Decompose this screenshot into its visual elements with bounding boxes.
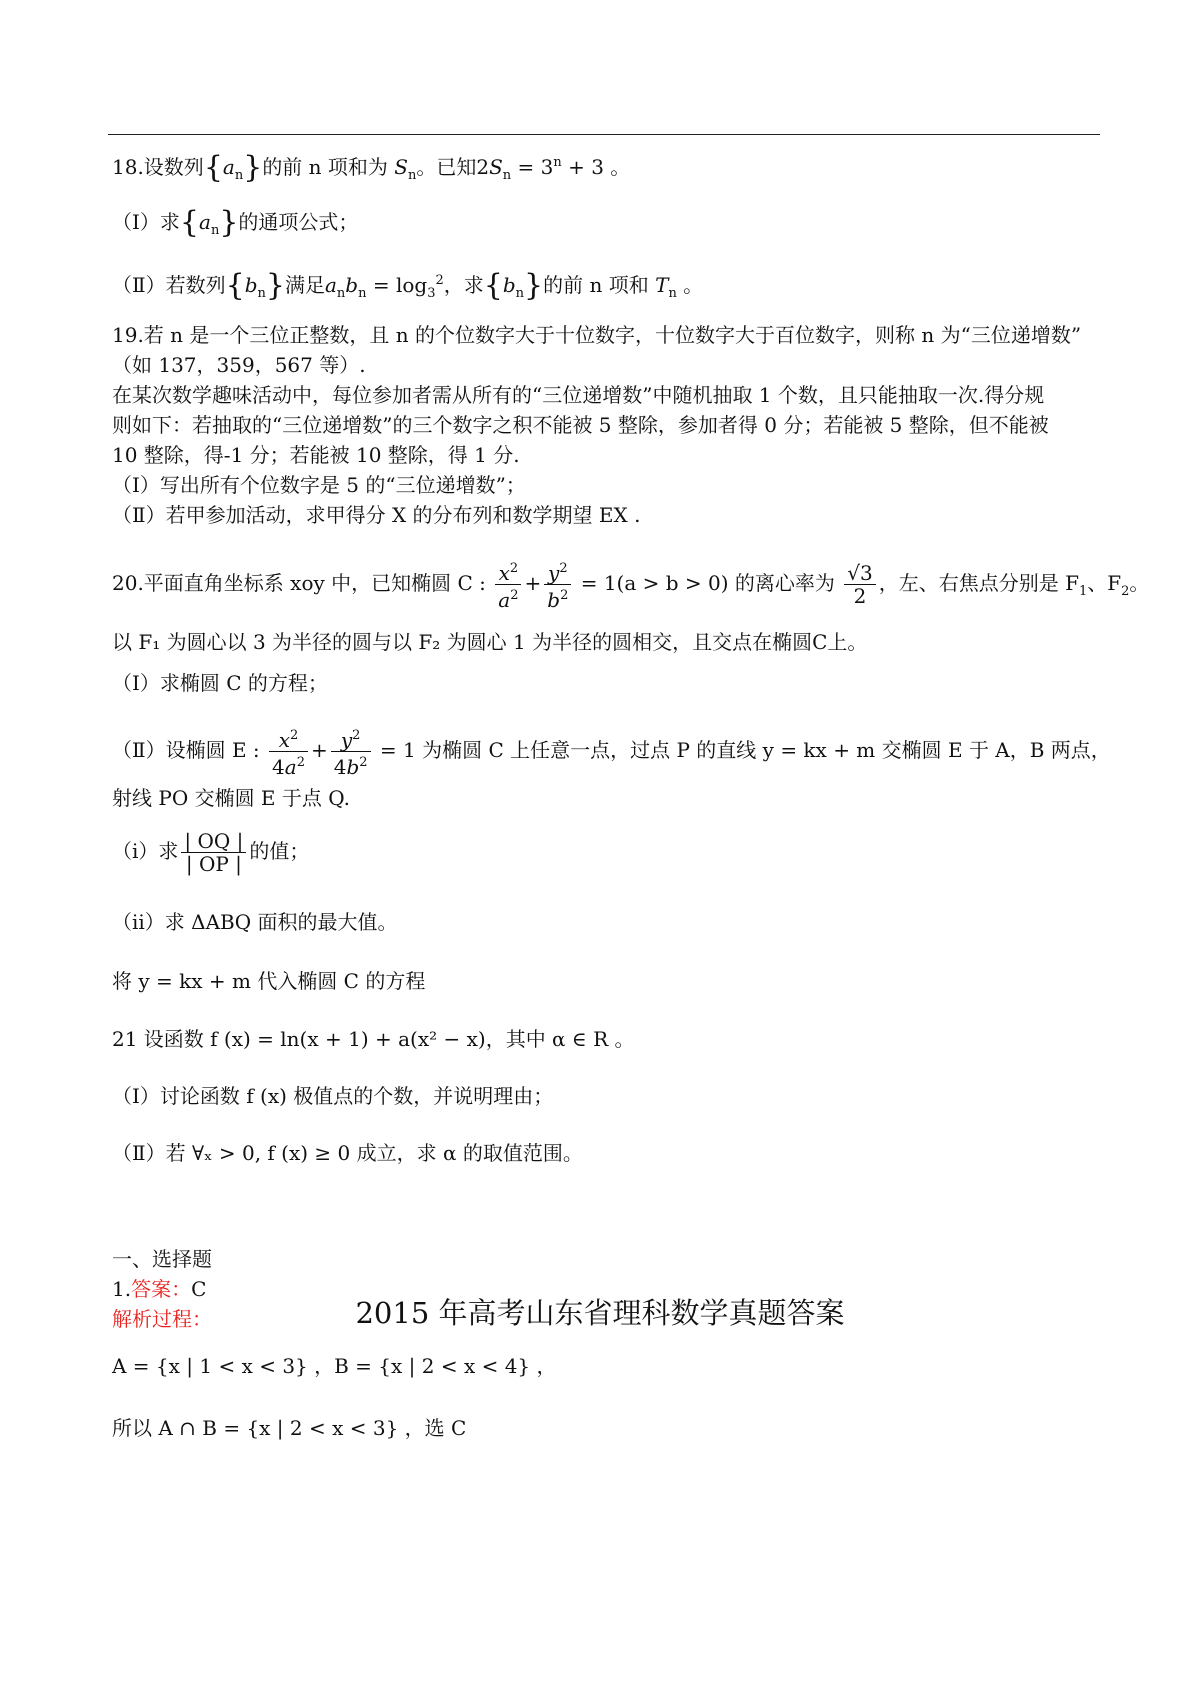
- fraction-sqrt3-2: $\frac{√3}{2}$: [844, 562, 875, 607]
- answer-label: 答案：: [131, 1277, 192, 1301]
- q20-sub1: （i）求 $\frac{| OQ |}{| OP |}$ 的值；: [112, 829, 310, 876]
- fraction-oq-op: $\frac{| OQ |}{| OP |}$: [181, 830, 246, 875]
- q21-stem: 21 设函数 f (x) = ln(x + 1) + a(x² − x)，其中 α ∈ R 。: [112, 1027, 635, 1051]
- fraction-x2-a2: $\frac{x^2}{a^2}$: [495, 558, 521, 611]
- q20-sub2: （ii）求 ΔABQ 面积的最大值。: [112, 910, 398, 934]
- q19-part1: （Ⅰ）写出所有个位数字是 5 的“三位递增数”；: [112, 473, 526, 497]
- q20-note: 将 y = kx + m 代入椭圆 C 的方程: [112, 969, 426, 993]
- q19-line5: 10 整除，得-1 分；若能被 10 整除，得 1 分.: [112, 443, 520, 467]
- q20-part2: （Ⅱ）设椭圆 E : $\frac{x^2}{4a^2}$ + $\frac{y^2}{4b^2}$ = 1 为椭圆 C 上任意一点，过点 P 的直线 y = kx + m 交椭圆 E 于 A，B 两点，: [112, 725, 1111, 778]
- process-label: 解析过程：: [112, 1307, 212, 1331]
- fraction-y2-b2: $\frac{y^2}{b^2}$: [544, 558, 571, 611]
- header-rule: [108, 134, 1100, 135]
- set-definitions: A = {x | 1 < x < 3} ，B = {x | 2 < x < 4} ，: [112, 1354, 557, 1378]
- intersection-result: 所以 A ∩ B = {x | 2 < x < 3} ，选 C: [112, 1416, 467, 1440]
- q21-part2: （Ⅱ）若 ∀ₓ > 0, f (x) ≥ 0 成立，求 α 的取值范围。: [112, 1141, 583, 1165]
- fraction-x2-4a2: $\frac{x^2}{4a^2}$: [269, 725, 308, 778]
- q19-line2: （如 137，359，567 等）.: [112, 353, 366, 377]
- q19-part2: （Ⅱ）若甲参加活动，求甲得分 X 的分布列和数学期望 EX .: [112, 503, 641, 527]
- fraction-y2-4b2: $\frac{y^2}{4b^2}$: [331, 725, 371, 778]
- q20-line2: 以 F₁ 为圆心以 3 为半径的圆与以 F₂ 为圆心 1 为半径的圆相交，且交点在椭圆C上。: [112, 630, 868, 654]
- q20-line5: 射线 PO 交椭圆 E 于点 Q.: [112, 786, 350, 810]
- q20-stem: 20.平面直角坐标系 xoy 中，已知椭圆 C : $\frac{x^2}{a^2}$ + $\frac{y^2}{b^2}$ = 1(a > b > 0) 的离心率为 $\frac{√3}{2}$ ，左、右焦点分别是 $F_1$、$F_2$。: [112, 558, 1149, 611]
- q18-part1: （Ⅰ）求$\{a_n\}$的通项公式；: [112, 205, 359, 240]
- answer-1: 1.答案：C: [112, 1277, 207, 1301]
- q19-line4: 则如下：若抽取的“三位递增数”的三个数字之积不能被 5 整除，参加者得 0 分；若能被 5 整除，但不能被: [112, 413, 1049, 437]
- q18-stem: 18.设数列$\{a_n\}$的前 n 项和为 $S_n$。已知$2S_n = 3^n + 3$ 。: [112, 150, 631, 185]
- q19-line1: 19.若 n 是一个三位正整数，且 n 的个位数字大于十位数字，十位数字大于百位数字，则称 n 为“三位递增数”: [112, 323, 1082, 347]
- q21-part1: （Ⅰ）讨论函数 f (x) 极值点的个数，并说明理由；: [112, 1084, 554, 1108]
- q20-part1: （Ⅰ）求椭圆 C 的方程；: [112, 671, 328, 695]
- answers-title: 2015 年高考山东省理科数学真题答案: [355, 1296, 845, 1330]
- q19-line3: 在某次数学趣味活动中，每位参加者需从所有的“三位递增数”中随机抽取 1 个数，且只能抽取一次.得分规: [112, 383, 1045, 407]
- q18-part2: （Ⅱ）若数列$\{b_n\}$满足$a_nb_n = \log_3^2$，求$\{b_n\}$的前 n 项和 $T_n$ 。: [112, 268, 704, 303]
- section-heading: 一、选择题: [112, 1247, 212, 1271]
